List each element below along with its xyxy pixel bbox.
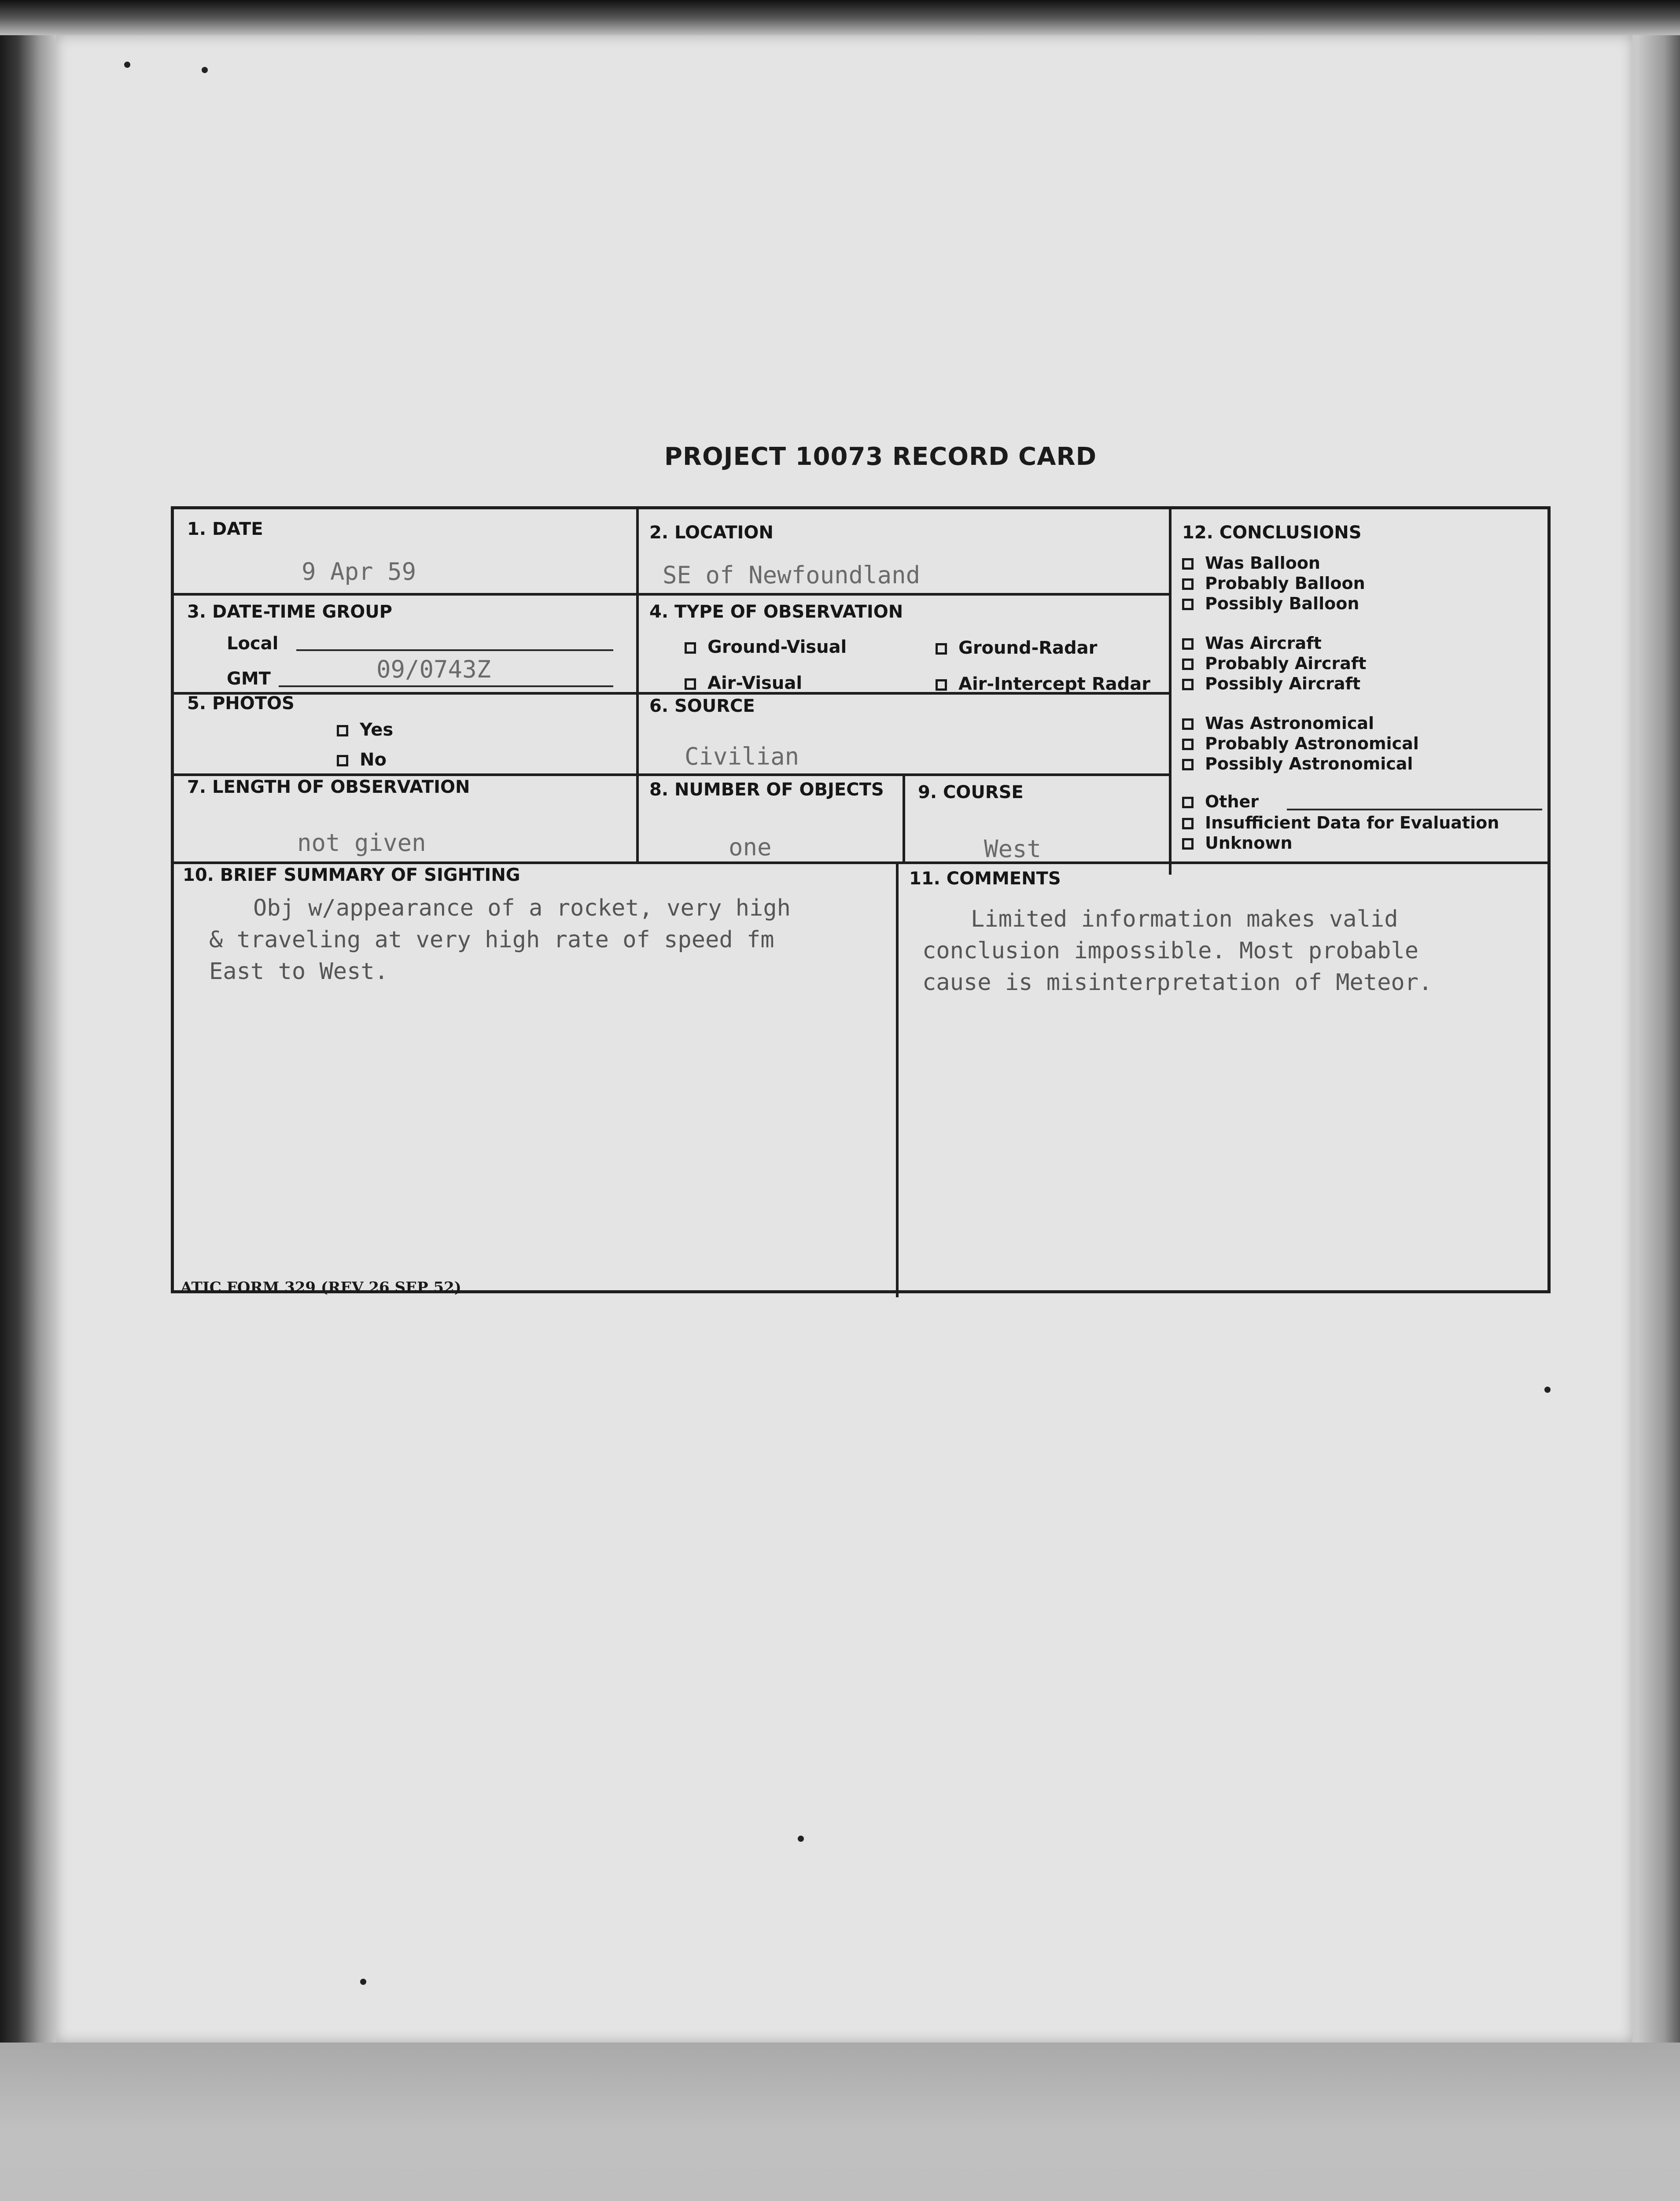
checkbox[interactable]	[337, 725, 348, 736]
divider	[174, 773, 1169, 776]
dust-speck	[798, 1836, 804, 1842]
course-value: West	[984, 835, 1042, 863]
local-underline	[296, 649, 613, 651]
local-label: Local	[227, 633, 279, 654]
summary-line: Obj w/appearance of a rocket, very high	[253, 895, 791, 921]
course-label: 9. COURSE	[918, 782, 1024, 802]
divider	[896, 861, 899, 1297]
brief-summary-text	[209, 892, 887, 987]
date-value: 9 Apr 59	[302, 558, 416, 585]
other-underline	[1287, 809, 1542, 810]
checkbox[interactable]	[1182, 638, 1194, 650]
gmt-value: 09/0743Z	[376, 655, 491, 683]
conclusion-insufficient-data[interactable]: Insufficient Data for Evaluation	[1182, 813, 1499, 832]
dust-speck	[360, 1979, 366, 1985]
number-of-objects-label: 8. NUMBER OF OBJECTS	[649, 780, 884, 800]
checkbox[interactable]	[936, 643, 947, 655]
comment-line: Limited information makes valid	[971, 906, 1398, 932]
divider	[903, 773, 905, 861]
checkbox[interactable]	[1182, 679, 1194, 690]
checkbox[interactable]	[1182, 599, 1194, 610]
checkbox[interactable]	[1182, 739, 1194, 750]
checkbox[interactable]	[1182, 797, 1194, 808]
conclusion-possibly-balloon[interactable]: Possibly Balloon	[1182, 594, 1359, 613]
number-of-objects-value: one	[729, 833, 772, 861]
type-of-observation-label: 4. TYPE OF OBSERVATION	[649, 602, 903, 622]
comments-text	[922, 903, 1547, 998]
conclusions-label: 12. CONCLUSIONS	[1182, 523, 1362, 543]
location-value: SE of Newfoundland	[663, 561, 921, 589]
conclusion-possibly-astronomical[interactable]: Possibly Astronomical	[1182, 754, 1413, 773]
gmt-label: GMT	[227, 669, 271, 689]
photos-label: 5. PHOTOS	[187, 693, 295, 714]
record-card-form	[171, 506, 1551, 1293]
date-label: 1. DATE	[187, 519, 263, 539]
conclusion-was-astronomical[interactable]: Was Astronomical	[1182, 714, 1374, 733]
dust-speck	[124, 62, 130, 68]
option-air-visual[interactable]: Air-Visual	[685, 673, 802, 693]
comments-label: 11. COMMENTS	[909, 869, 1061, 889]
brief-summary-label: 10. BRIEF SUMMARY OF SIGHTING	[183, 865, 520, 885]
checkbox[interactable]	[1182, 838, 1194, 850]
dust-speck	[202, 67, 208, 73]
divider	[636, 509, 639, 861]
comment-line: cause is misinterpretation of Meteor.	[922, 969, 1433, 996]
film-edge-top	[0, 0, 1680, 35]
divider	[174, 861, 1547, 864]
checkbox[interactable]	[1182, 759, 1194, 770]
option-ground-radar[interactable]: Ground-Radar	[936, 638, 1097, 658]
checkbox[interactable]	[685, 642, 696, 654]
option-photos-yes[interactable]: Yes	[337, 720, 393, 740]
checkbox[interactable]	[1182, 558, 1194, 570]
checkbox[interactable]	[337, 755, 348, 766]
conclusion-probably-aircraft[interactable]: Probably Aircraft	[1182, 654, 1367, 673]
length-of-observation-value: not given	[297, 829, 426, 857]
source-label: 6. SOURCE	[649, 696, 755, 716]
length-of-observation-label: 7. LENGTH OF OBSERVATION	[187, 777, 470, 797]
checkbox[interactable]	[1182, 718, 1194, 730]
form-footer: ATIC FORM 329 (REV 26 SEP 52)	[181, 1279, 461, 1296]
summary-line: & traveling at very high rate of speed fm	[209, 927, 774, 953]
location-label: 2. LOCATION	[649, 523, 774, 543]
conclusion-probably-astronomical[interactable]: Probably Astronomical	[1182, 734, 1419, 753]
card-title: PROJECT 10073 RECORD CARD	[664, 442, 1097, 471]
conclusion-was-balloon[interactable]: Was Balloon	[1182, 553, 1320, 573]
option-air-intercept-radar[interactable]: Air-Intercept Radar	[936, 674, 1150, 694]
divider	[1169, 509, 1172, 875]
conclusion-unknown[interactable]: Unknown	[1182, 833, 1293, 853]
conclusion-probably-balloon[interactable]: Probably Balloon	[1182, 574, 1365, 593]
summary-line: East to West.	[209, 958, 388, 985]
film-edge-bottom	[0, 2043, 1680, 2201]
conclusion-possibly-aircraft[interactable]: Possibly Aircraft	[1182, 674, 1360, 693]
checkbox[interactable]	[1182, 578, 1194, 590]
gmt-underline	[279, 685, 613, 687]
conclusion-was-aircraft[interactable]: Was Aircraft	[1182, 633, 1322, 653]
dust-speck	[1544, 1387, 1551, 1393]
option-photos-no[interactable]: No	[337, 750, 387, 770]
checkbox[interactable]	[685, 678, 696, 690]
option-ground-visual[interactable]: Ground-Visual	[685, 637, 847, 657]
checkbox[interactable]	[936, 679, 947, 691]
conclusion-other[interactable]: Other	[1182, 792, 1259, 811]
source-value: Civilian	[685, 743, 799, 770]
comment-line: conclusion impossible. Most probable	[922, 938, 1419, 964]
divider	[174, 593, 1169, 596]
checkbox[interactable]	[1182, 818, 1194, 829]
checkbox[interactable]	[1182, 659, 1194, 670]
date-time-group-label: 3. DATE-TIME GROUP	[187, 602, 392, 622]
